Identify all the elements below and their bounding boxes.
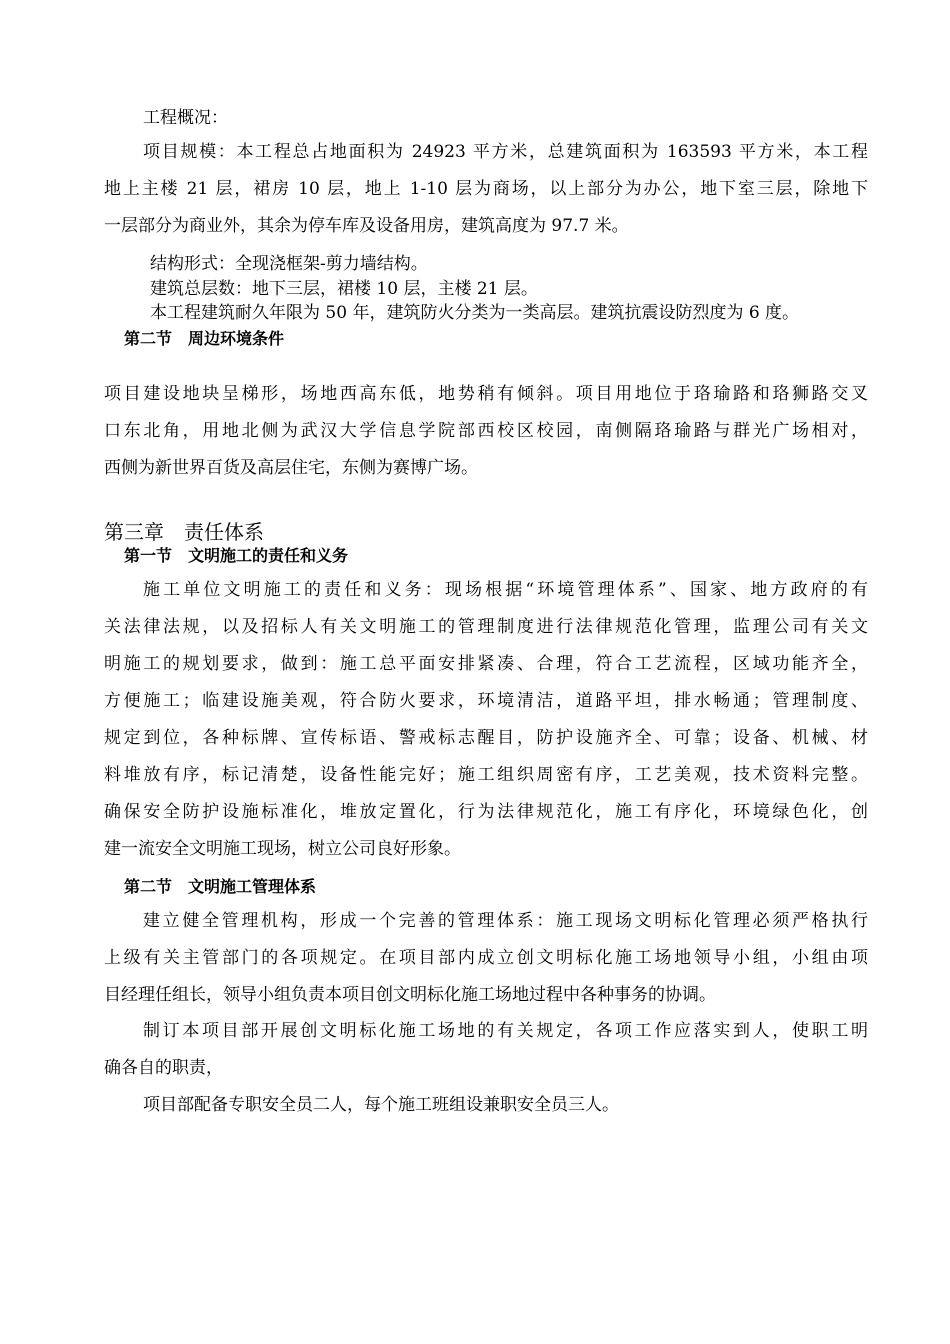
responsibility-paragraph xyxy=(104,572,868,868)
paragraph-line: 一层部分为商业外，其余为停车库及设备用房，建筑高度为 97.7 米。 xyxy=(104,216,629,236)
paragraph-line: 确保安全防护设施标准化，堆放定置化，行为法律规范化，施工有序化，环境绿色化，创 xyxy=(104,802,868,822)
durability-info: 本工程建筑耐久年限为 50 年，建筑防火分类为一类高层。建筑抗震设防烈度为 6 度。 xyxy=(150,303,800,323)
paragraph-line: 建一流安全文明施工现场，树立公司良好形象。 xyxy=(104,839,461,859)
structure-form: 结构形式：全现浇框架-剪力墙结构。 xyxy=(150,254,428,274)
paragraph-line: 料堆放有序，标记清楚，设备性能完好；施工组织周密有序，工艺美观，技术资料完整。 xyxy=(104,765,868,785)
management-paragraph-1 xyxy=(104,903,868,1014)
management-paragraph-2 xyxy=(104,1013,868,1087)
paragraph-line: 规定到位，各种标牌、宣传标语、警戒标志醒目，防护设施齐全、可靠；设备、机械、材 xyxy=(104,728,868,748)
paragraph-line: 项目建设地块呈梯形，场地西高东低，地势稍有倾斜。项目用地位于珞瑜路和珞狮路交叉 xyxy=(104,384,868,404)
paragraph-line: 项目部配备专职安全员二人，每个施工班组设兼职安全员三人。 xyxy=(143,1095,619,1115)
paragraph-line: 地上主楼 21 层，裙房 10 层，地上 1-10 层为商场，以上部分为办公，地下室三层，除地下 xyxy=(104,179,868,199)
paragraph-line: 上级有关主管部门的各项规定。在项目部内成立创文明标化施工场地领导小组，小组由项 xyxy=(104,948,868,968)
chapter-heading: 第三章 责任体系 xyxy=(104,520,264,544)
paragraph-line: 明施工的规划要求，做到：施工总平面安排紧凑、合理，符合工艺流程，区域功能齐全， xyxy=(104,654,868,674)
paragraph-line: 方便施工；临建设施美观，符合防火要求，环境清洁，道路平坦，排水畅通；管理制度、 xyxy=(104,691,868,711)
paragraph-line: 施工单位文明施工的责任和义务：现场根据“环境管理体系”、国家、地方政府的有 xyxy=(143,580,868,600)
total-floors: 建筑总层数：地下三层，裙楼 10 层，主楼 21 层。 xyxy=(150,279,538,299)
section-heading-responsibility: 第一节 文明施工的责任和义务 xyxy=(124,546,349,565)
environment-paragraph xyxy=(104,376,868,487)
paragraph-line: 口东北角，用地北侧为武汉大学信息学院部西校区校园，南侧隔珞瑜路与群光广场相对， xyxy=(104,421,868,441)
paragraph-line: 西侧为新世界百货及高层住宅，东侧为赛博广场。 xyxy=(104,458,478,478)
section-heading-management: 第二节 文明施工管理体系 xyxy=(124,877,317,896)
section-heading-environment: 第二节 周边环境条件 xyxy=(124,329,285,348)
overview-heading: 工程概况： xyxy=(143,108,228,128)
management-paragraph-3 xyxy=(104,1087,868,1124)
paragraph-line: 项目规模：本工程总占地面积为 24923 平方米，总建筑面积为 163593 平方米，本工程 xyxy=(143,142,868,162)
paragraph-line: 关法律法规，以及招标人有关文明施工的管理制度进行法律规范化管理，监理公司有关文 xyxy=(104,617,868,637)
paragraph-line: 制订本项目部开展创文明标化施工场地的有关规定，各项工作应落实到人，使职工明 xyxy=(143,1021,868,1041)
paragraph-line: 确各自的职责， xyxy=(104,1058,223,1078)
paragraph-line: 目经理任组长，领导小组负责本项目创文明标化施工场地过程中各种事务的协调。 xyxy=(104,985,716,1005)
project-scale-paragraph xyxy=(104,134,868,245)
paragraph-line: 建立健全管理机构，形成一个完善的管理体系：施工现场文明标化管理必须严格执行 xyxy=(143,911,868,931)
